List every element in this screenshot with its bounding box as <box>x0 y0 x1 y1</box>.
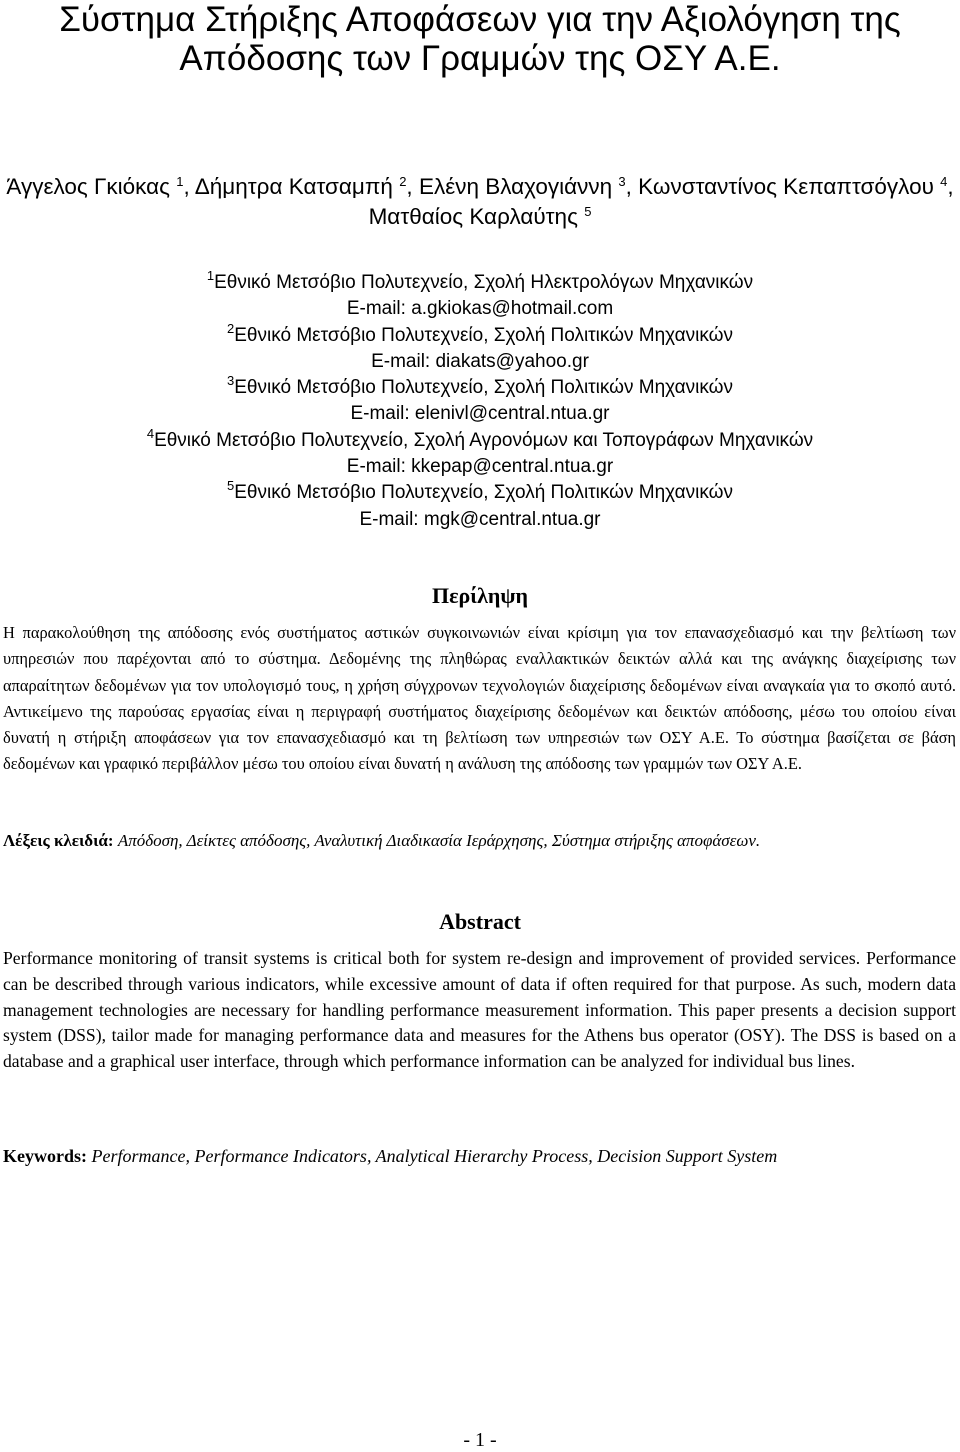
affiliation-mark: 1 <box>206 268 215 283</box>
author-affiliation-mark: 4 <box>940 174 948 189</box>
english-abstract-heading: Abstract <box>439 909 521 934</box>
author-affiliation-mark: 5 <box>584 204 592 219</box>
author-affiliation-mark: 1 <box>176 174 184 189</box>
affiliation-email: E-mail: mgk@central.ntua.gr <box>359 508 601 530</box>
english-keywords-label: Keywords: <box>3 1146 87 1166</box>
affiliation-institution <box>0 480 960 506</box>
english-abstract-body: Performance monitoring of transit systems is critical both for system re-design and improvement of provided services. Performance can be described through various indicators, while excessive amount of data if often required for that purpose. As such, modern data management technologies are necessary for handling performance measurement information. This paper presents a decision support system (DSS), tailor made for managing performance data and measures for the Athens bus operator (OSY). The DSS is based on a database and a graphical user interface, through which performance information can be analyzed for individual bus lines. <box>3 948 956 1072</box>
greek-keywords <box>3 828 958 854</box>
affiliation-mark: 5 <box>227 478 235 494</box>
institution-text: Εθνικό Μετσόβιο Πολυτεχνείο, Σχολή Ηλεκτρολόγων Μηχανικών <box>214 272 754 293</box>
affiliation-mark: 3 <box>227 373 235 389</box>
affiliation-email: E-mail: a.gkiokas@hotmail.com <box>346 298 614 320</box>
author-list: Άγγελος Γκιόκας $^1$, Δήμητρα Κατσαμπή $^2$, Ελένη Βλαχογιάννη $^3$, Κωνσταντίνος Κεπαπτσόγλου $^4$, Ματθαίος Καρλαύτης $^5$ <box>6 174 954 229</box>
author-name: Κωνσταντίνος Κεπαπτσόγλου <box>638 174 934 199</box>
greek-keywords-label: Λέξεις κλειδιά: <box>3 831 114 850</box>
institution-text: Εθνικό Μετσόβιο Πολυτεχνείο, Σχολή Πολιτικών Μηχανικών <box>234 377 733 399</box>
author-name: Ελένη Βλαχογιάννη <box>418 174 613 199</box>
author-affiliation-mark: 2 <box>399 174 407 189</box>
author-name: Άγγελος Γκιόκας <box>6 174 170 199</box>
paper-title <box>0 0 960 78</box>
institution-text: Εθνικό Μετσόβιο Πολυτεχνείο, Σχολή Πολιτικών Μηχανικών <box>234 324 733 346</box>
affiliation-mark: 2 <box>227 320 235 336</box>
greek-abstract-heading: Περίληψη <box>431 583 529 608</box>
affiliation-mark: 4 <box>146 425 155 441</box>
author-affiliation-mark: 3 <box>618 174 626 189</box>
english-keywords <box>3 1143 958 1169</box>
affiliation-list <box>0 270 960 533</box>
english-keywords-text: Performance, Performance Indicators, Analytical Hierarchy Process, Decision Support System <box>91 1146 778 1166</box>
author-name: Δήμητρα Κατσαμπή <box>194 174 393 199</box>
page-number: - 1 - <box>463 1429 497 1451</box>
title-line-1: Σύστημα Στήριξης Αποφάσεων για την Αξιολόγηση της <box>59 0 901 39</box>
affiliation-email: E-mail: elenivl@central.ntua.gr <box>350 403 610 425</box>
title-line-2: Απόδοσης των Γραμμών της ΟΣΥ Α.Ε. <box>179 39 781 78</box>
affiliation-email: E-mail: kkepap@central.ntua.gr <box>346 456 614 478</box>
affiliation-email: E-mail: diakats@yahoo.gr <box>371 350 589 372</box>
institution-text: Εθνικό Μετσόβιο Πολυτεχνείο, Σχολή Πολιτικών Μηχανικών <box>234 482 733 504</box>
affiliation-institution <box>0 375 960 401</box>
affiliation-institution <box>0 425 960 454</box>
institution-text: Εθνικό Μετσόβιο Πολυτεχνείο, Σχολή Αγρονόμων και Τοπογράφων Μηχανικών <box>154 429 814 451</box>
author-name: Ματθαίος Καρλαύτης <box>368 204 578 229</box>
greek-abstract-body: Η παρακολούθηση της απόδοσης ενός συστήματος αστικών συγκοινωνιών είναι κρίσιμη για τον επανασχεδιασμό και την βελτίωση των υπηρεσιών που παρέχονται από το σύστημα. Δεδομένης της πληθώρας εναλλακτικών δεικτών αλλά και της ανάγκης διαχείρισης των απαραίτητων δεδομένων για τον υπολογισμό τους, η χρήση σύγχρονων τεχνολογιών διαχείρισης δεδομένων είναι αναγκαία για το σκοπό αυτό. Αντικείμενο της παρούσας εργασίας είναι η περιγραφή συστήματος διαχείρισης δεδομένων και δεικτών απόδοσης, μέσω του οποίου είναι δυνατή η στήριξη αποφάσεων για τον επανασχεδιασμό και τη βελτίωση των υπηρεσιών των ΟΣΥ Α.Ε. Το σύστημα βασίζεται σε βάση δεδομένων και γραφικό περιβάλλον μέσω του οποίου είναι δυνατή η ανάλυση της απόδοσης των γραμμών των ΟΣΥ Α.Ε. <box>3 623 956 774</box>
affiliation-institution <box>0 270 960 296</box>
greek-keywords-text: Απόδοση, Δείκτες απόδοσης, Αναλυτική Διαδικασία Ιεράρχησης, Σύστημα στήριξης αποφάσεων. <box>117 831 761 850</box>
affiliation-institution <box>0 320 960 349</box>
